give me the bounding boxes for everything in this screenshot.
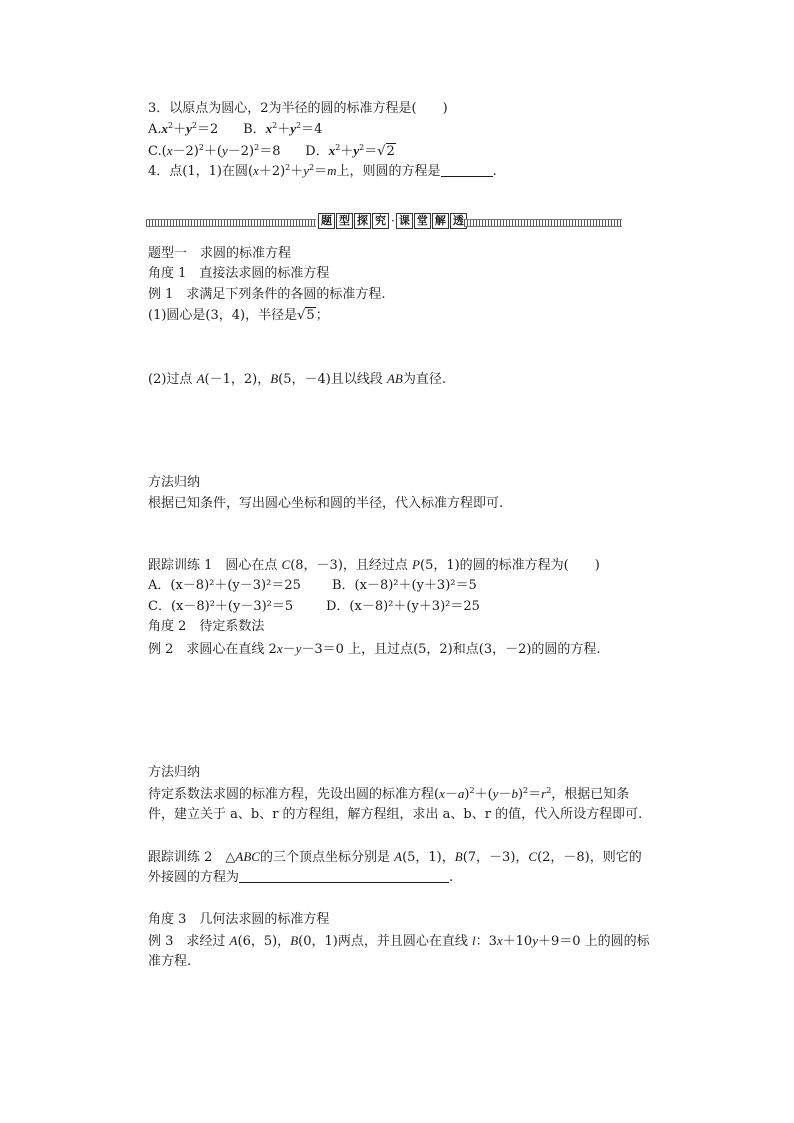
- q3-opt-a-math: x: [161, 121, 169, 136]
- banner-hatch-left: [146, 219, 316, 227]
- example1-part2: (2)过点 A(－1，2)，B(5，－4)且以线段 AB为直径.: [148, 371, 447, 387]
- method2-title: 方法归纳: [148, 765, 201, 780]
- angle1-title: 角度 1 直接法求圆的标准方程: [148, 266, 330, 281]
- q3-opt-d-label: D．: [305, 144, 329, 159]
- q4-answer-blank: [441, 176, 493, 177]
- banner-char: 题: [318, 213, 335, 229]
- q4-suffix: 上，则圆的方程是: [336, 164, 441, 179]
- sqrt-2: √2: [377, 144, 395, 159]
- q3-opt-a-label: A.: [148, 122, 162, 137]
- track1-opt-d: D．(x－8)²＋(y＋3)²＝25: [326, 599, 480, 614]
- banner-separator: ·: [391, 214, 395, 228]
- track2-line2: 外接圆的方程为 .: [148, 870, 454, 885]
- example3-line2: 准方程.: [148, 954, 192, 969]
- method2-line1: 待定系数法求圆的标准方程，先设出圆的标准方程$(x-a)^2+(y-b)^2=r^2$，根据已知条: [148, 786, 630, 802]
- q4-end: .: [492, 164, 497, 179]
- banner-char: 课: [396, 213, 413, 229]
- q3-options-cd: $C.(x-2)^2+(y-2)^2=8$ D．$x^2+y^2=√2$: [148, 143, 395, 159]
- q3-stem: 3．以原点为圆心，2为半径的圆的标准方程是( ): [148, 101, 448, 116]
- track1-stem: 跟踪训练 1 圆心在点 C(8，－3)，且经过点 P(5，1)的圆的标准方程为( ): [148, 557, 600, 573]
- track1-opt-c: C．(x－8)²＋(y－3)²＝5: [148, 599, 294, 614]
- example1-part1-text: (1)圆心是(3，4)，半径是: [148, 308, 298, 323]
- banner-char: 探: [354, 213, 371, 229]
- track1-opt-b: B．(x－8)²＋(y＋3)²＝5: [332, 578, 477, 593]
- example1-part1: [148, 307, 329, 325]
- banner-char: 型: [336, 213, 353, 229]
- sqrt-5: √5: [297, 308, 315, 323]
- banner-char: 透: [450, 213, 467, 229]
- banner-hatch-right: [464, 219, 622, 227]
- track2-answer-blank: [239, 882, 449, 883]
- example1-stem: 例 1 求满足下列条件的各圆的标准方程.: [148, 287, 386, 302]
- example3-line1: 例 3 求经过 A(6，5)，B(0，1)两点，并且圆心在直线 l：3x＋10y＋9＝0 上的圆的标: [148, 933, 650, 949]
- q3-opt-b-label: B．: [243, 122, 266, 137]
- q3-options-ab: $A.x^2+y^2=2$ B．$x^2+y^2=4$: [148, 121, 323, 137]
- angle3-title: 角度 3 几何法求圆的标准方程: [148, 912, 330, 927]
- example1-part1-end: ；: [315, 308, 329, 323]
- method2-line2: 件，建立关于 a、b、r 的方程组，解方程组，求出 a、b、r 的值，代入所设方程即可.: [148, 807, 643, 822]
- angle2-title: 角度 2 待定系数法: [148, 619, 265, 634]
- q4-stem: 4．点(1，1)在圆$(x+2)^2+y^2=m$上，则圆的方程是 .: [148, 163, 497, 179]
- type1-title: 题型一 求圆的标准方程: [148, 246, 292, 261]
- example2-stem: 例 2 求圆心在直线 2x－y－3＝0 上，且过点(5，2)和点(3，－2)的圆的方程.: [148, 641, 601, 657]
- track2-line1: 跟踪训练 2 △ABC的三个顶点坐标分别是 A(5，1)，B(7，－3)，C(2，－8)，则它的: [148, 849, 642, 865]
- q3-opt-c-label: C.: [148, 144, 162, 159]
- q4-prefix: 4．点(1，1)在圆(: [148, 164, 254, 179]
- banner-title: [318, 213, 468, 229]
- section-banner: [146, 213, 622, 231]
- method1-title: 方法归纳: [148, 475, 201, 490]
- method1-body: 根据已知条件，写出圆心坐标和圆的半径，代入标准方程即可.: [148, 496, 504, 511]
- banner-char: 堂: [414, 213, 431, 229]
- track1-opt-a: A．(x－8)²＋(y－3)²＝25: [148, 578, 301, 593]
- banner-char: 究: [372, 213, 389, 229]
- banner-char: 解: [432, 213, 449, 229]
